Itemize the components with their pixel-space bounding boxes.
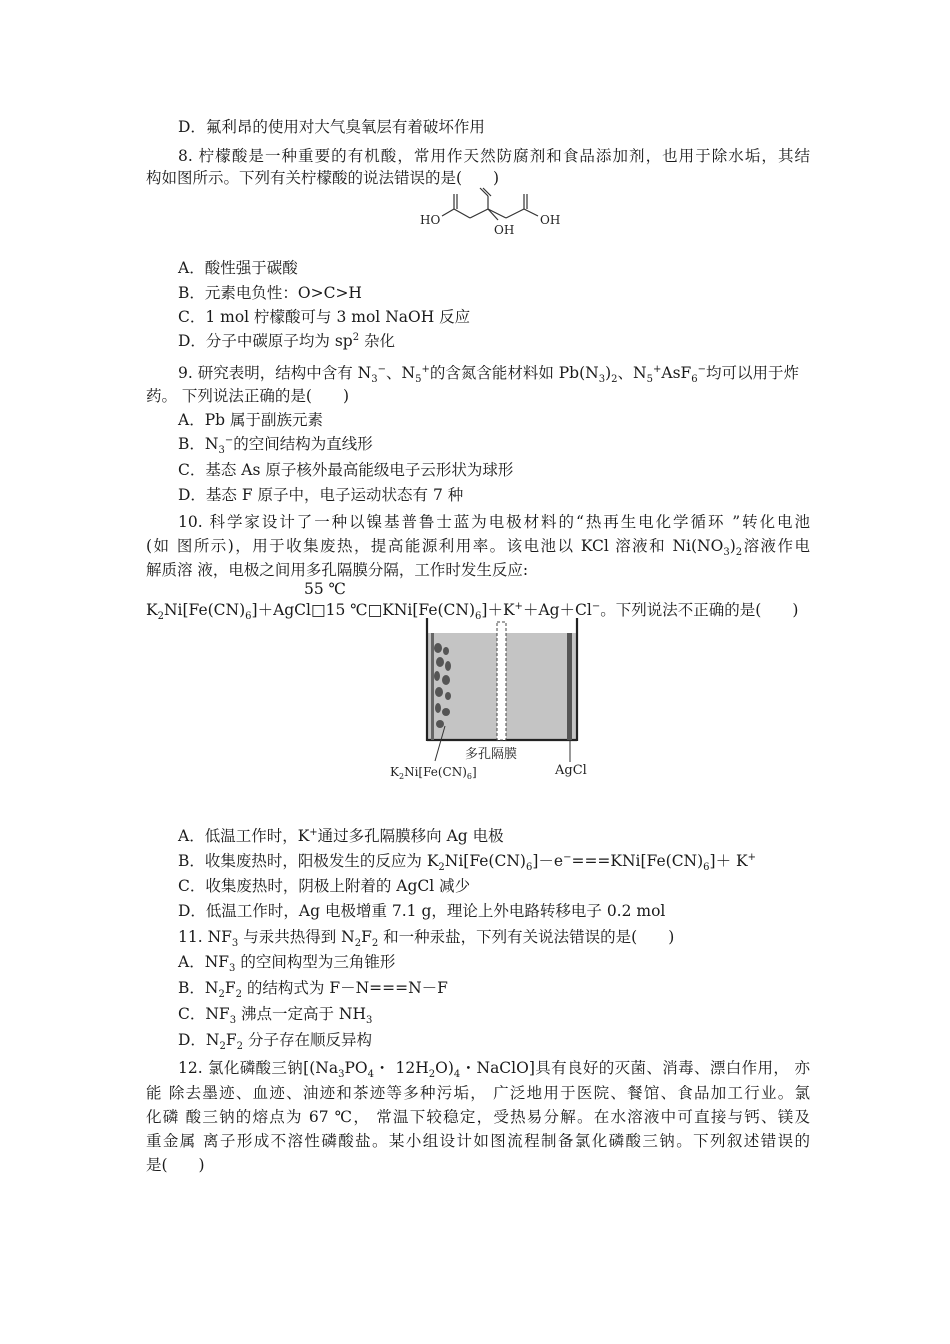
- q10-stem-line2: (如 图所示)，用于收集废热，提高能源利用率。该电池以 KCl 溶液和 $Ni(NO_3)_2$溶液作电: [146, 537, 810, 559]
- q11-option-c: C．$NF_3$ 沸点一定高于 $NH_3$: [178, 1005, 373, 1027]
- right-electrode-label: AgCl: [555, 763, 587, 778]
- q8-stem-line2: 构如图所示。下列有关柠檬酸的说法错误的是( ): [146, 169, 500, 187]
- structure-label-ho: HO: [420, 213, 441, 227]
- structure-label-oh-center: OH: [494, 223, 515, 237]
- q9-stem-line1: 9. 研究表明，结构中含有 $N_3^-$、$N_5^+$的含氮含能材料如 $Pb(N_3)_2$、$N_5^+AsF_6^-$均可以用于炸: [178, 363, 800, 386]
- q8-option-a: A．酸性强于碳酸: [178, 259, 298, 277]
- q10-stem-line1: 10. 科学家设计了一种以镍基普鲁士蓝为电极材料的“热再生电化学循环 ”转化电池: [178, 513, 810, 531]
- q9-option-c: C．基态 As 原子核外最高能级电子云形状为球形: [178, 461, 514, 479]
- q8-option-c: C．1 mol 柠檬酸可与 3 mol NaOH 反应: [178, 308, 471, 326]
- q12-stem-line5: 是( ): [146, 1156, 205, 1174]
- q10-option-a: A．低温工作时，K+通过多孔隔膜移向 Ag 电极: [178, 826, 504, 845]
- structure-label-oh-right: OH: [540, 213, 561, 227]
- q12-stem-line4: 重金属 离子形成不溶性磷酸盐。某小组设计如图流程制备氯化磷酸三钠。下列叙述错误的: [146, 1132, 810, 1150]
- q12-stem-line1: 12. 氯化磷酸三钠[($Na_3PO_4$・ $12H_2O)_4$・NaClO]具有良好的灭菌、消毒、漂白作用， 亦: [178, 1059, 810, 1081]
- q9-option-d: D．基态 F 原子中，电子运动状态有 7 种: [178, 486, 464, 504]
- q11-stem: 11. $NF_3$ 与汞共热得到 $N_2F_2$ 和一种汞盐，下列有关说法错误的是( ): [178, 928, 675, 950]
- q8-option-b: B．元素电负性：O>C>H: [178, 284, 362, 302]
- membrane-label: 多孔隔膜: [465, 747, 518, 762]
- q10-condition-top: 55 ℃: [304, 580, 346, 598]
- q10-option-b: B．收集废热时，阳极发生的反应为 $K_2Ni[Fe(CN)_6]-e^-===KNi[Fe(CN)_6]+ K^+$: [178, 851, 756, 874]
- citric-acid-structure: [418, 182, 568, 240]
- q8-option-d: D．分子中碳原子均为 $sp^2$ 杂化: [178, 331, 396, 350]
- q12-stem-line3: 化磷 酸三钠的熔点为 67 ℃， 常温下较稳定，受热易分解。在水溶液中可直接与钙、镁及: [146, 1108, 810, 1126]
- electrochemical-cell-diagram: [385, 616, 605, 784]
- q7-option-d: D．氟利昂的使用对大气臭氧层有着破坏作用: [178, 118, 485, 136]
- q11-option-b: B．$N_2F_2$ 的结构式为 F－N===N－F: [178, 979, 448, 1001]
- q11-option-d: D．$N_2F_2$ 分子存在顺反异构: [178, 1031, 372, 1053]
- q9-stem-line2: 药。 下列说法正确的是( ): [146, 387, 350, 405]
- q10-option-c: C．收集废热时，阴极上附着的 AgCl 减少: [178, 877, 471, 895]
- q9-option-a: A．Pb 属于副族元素: [178, 411, 323, 429]
- q10-option-d: D．低温工作时，Ag 电极增重 7.1 g，理论上外电路转移电子 0.2 mol: [178, 902, 666, 920]
- q12-stem-line2: 能 除去墨迹、血迹、油迹和茶迹等多种污垢， 广泛地用于医院、餐馆、食品加工行业。氯: [146, 1084, 810, 1102]
- q10-stem-line3: 解质溶 液，电极之间用多孔隔膜分隔，工作时发生反应:: [146, 561, 529, 579]
- q9-option-b: B．$N_3^-$的空间结构为直线形: [178, 434, 373, 457]
- left-electrode-label: $K_2Ni[Fe(CN)_6]$: [390, 765, 477, 781]
- q11-option-a: A．$NF_3$ 的空间构型为三角锥形: [178, 953, 396, 975]
- q8-stem-line1: 8. 柠檬酸是一种重要的有机酸，常用作天然防腐剂和食品添加剂，也用于除水垢，其结: [178, 147, 810, 165]
- q10-equation: $K_2Ni[Fe(CN)_6]+AgCl□15$ $℃□KNi[Fe(CN)_6]+K^++Ag+Cl^-$。下列说法不正确的是( ): [146, 600, 799, 623]
